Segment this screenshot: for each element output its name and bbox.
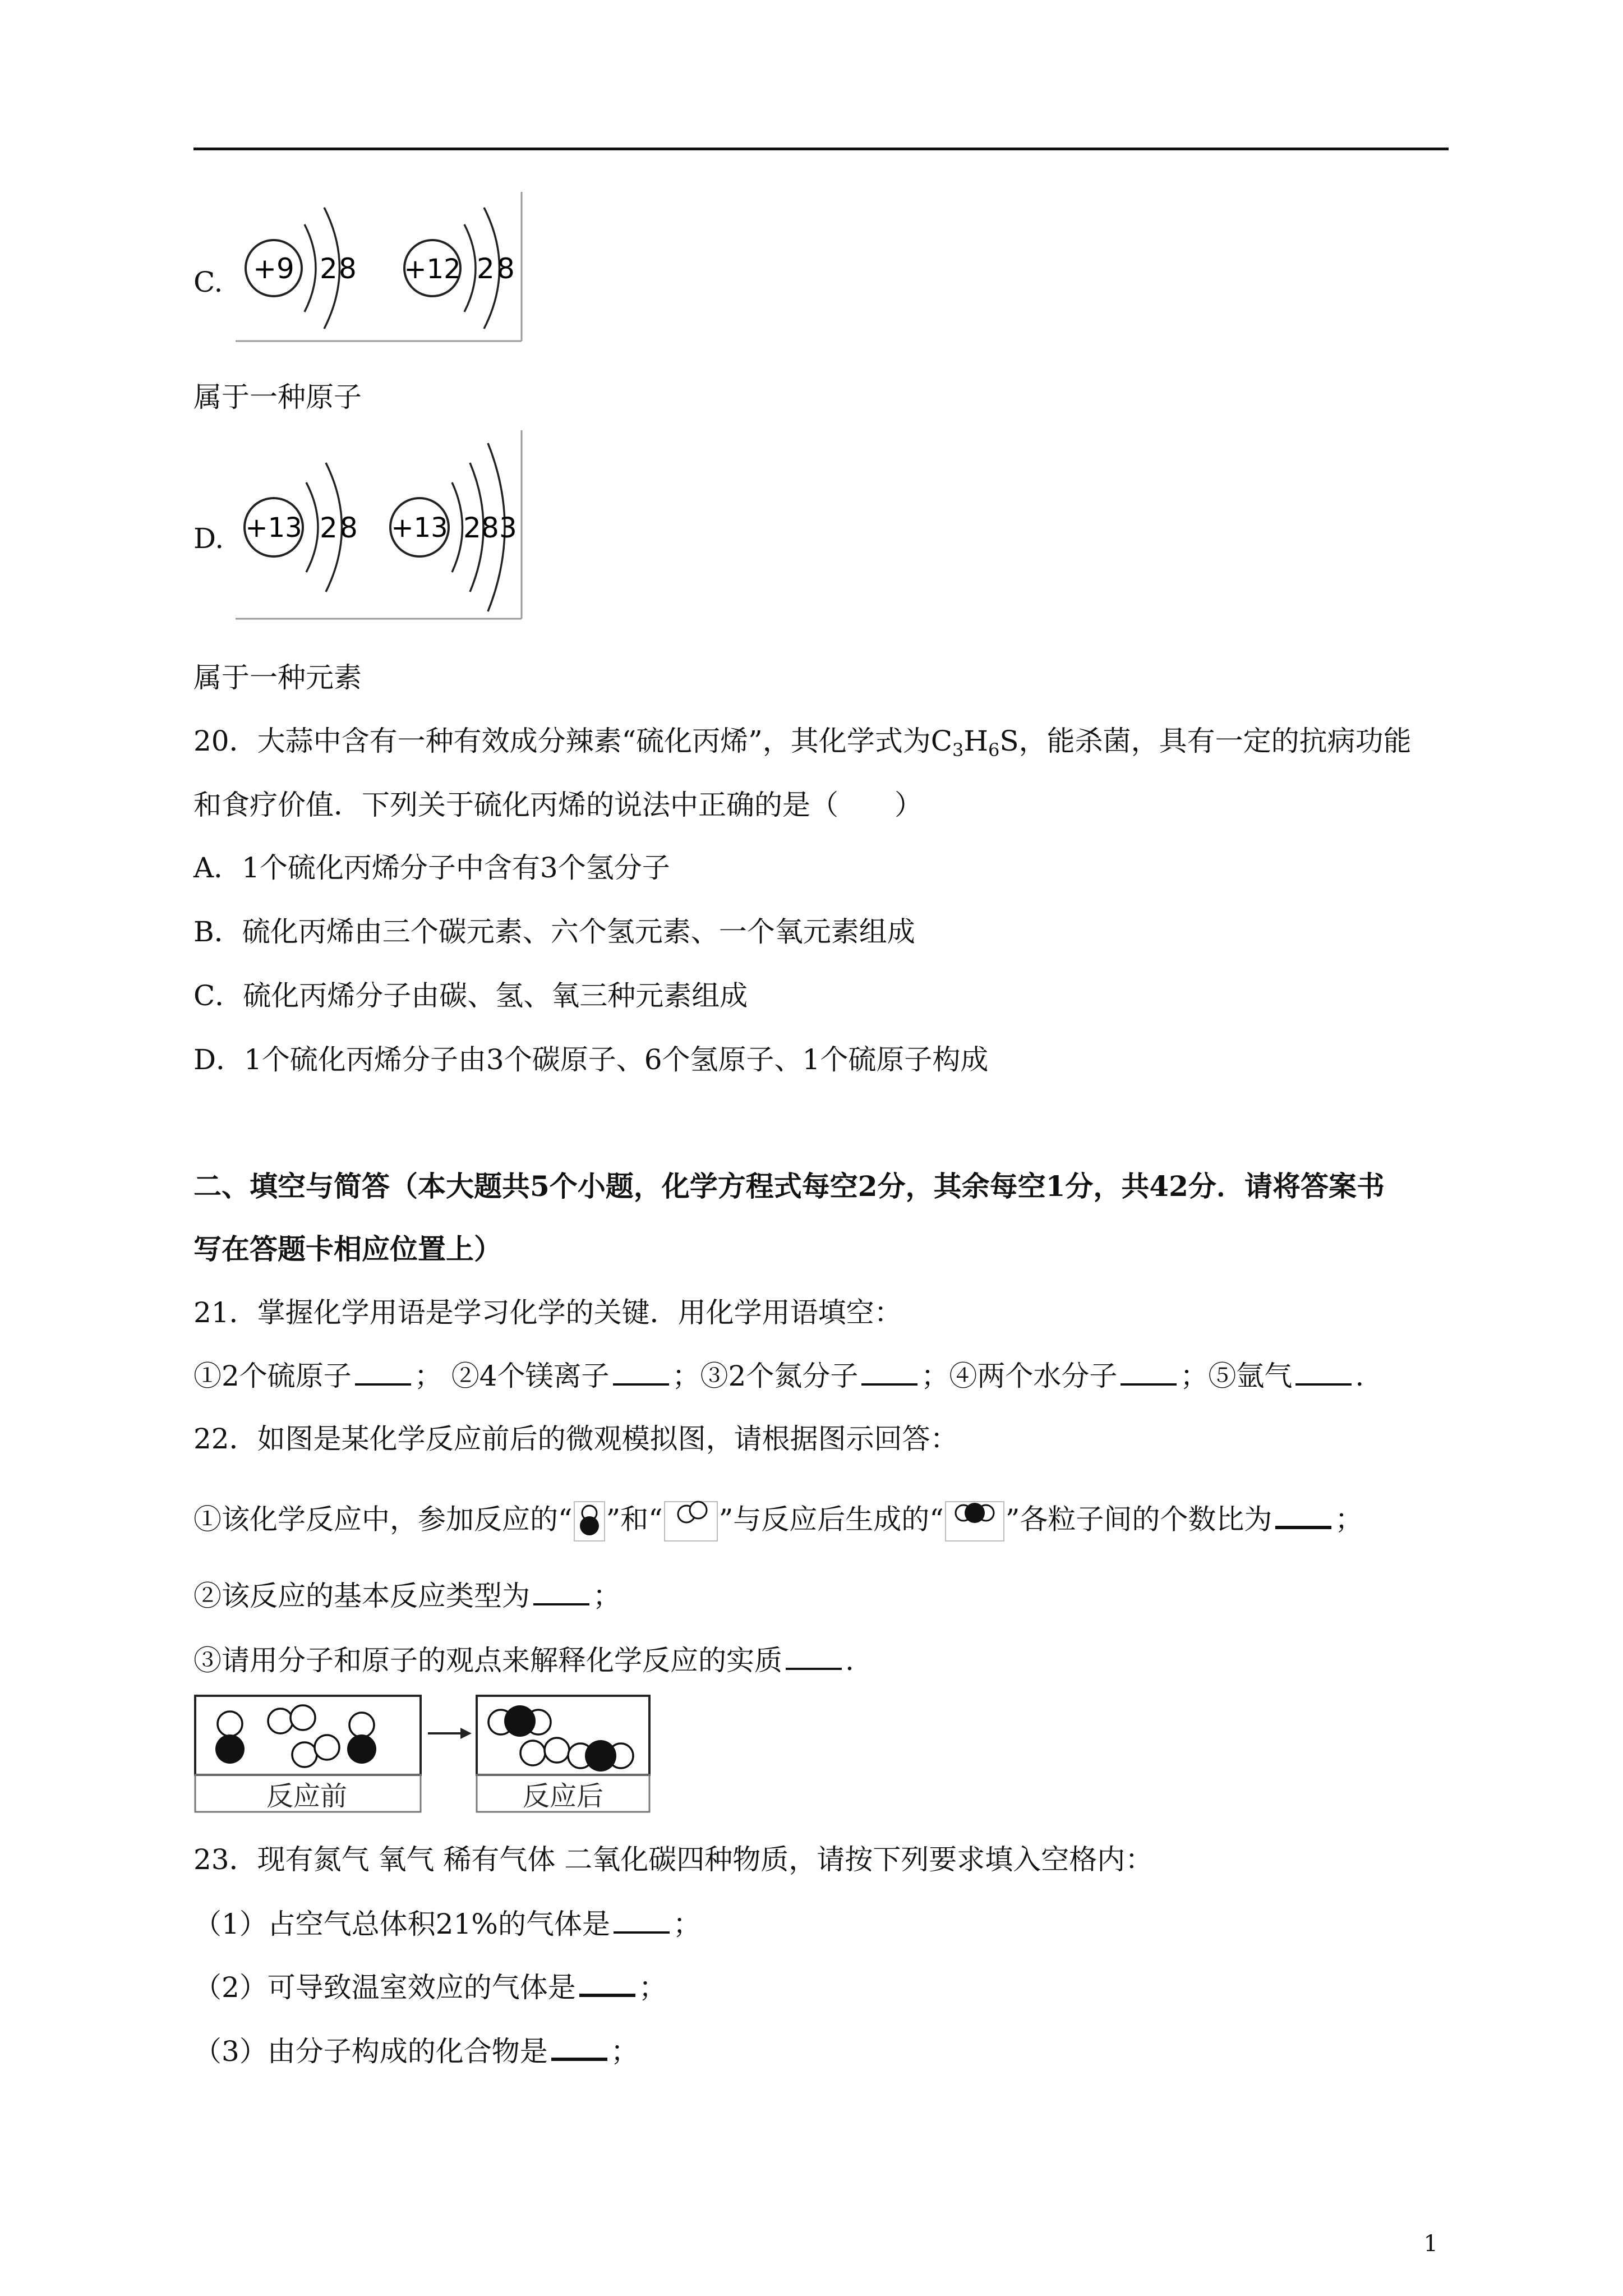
label-after: 反应后: [522, 1780, 604, 1812]
molecule-bb-icon: [663, 1501, 719, 1543]
molecule-bab-icon: [944, 1501, 1006, 1543]
svg-text:+13: +13: [245, 512, 302, 544]
q22-sub3: ③请用分子和原子的观点来解释化学反应的实质 .: [193, 1644, 854, 1677]
nucleus-1: +9: [253, 252, 294, 285]
nucleus-2: +12: [404, 254, 461, 285]
section2-heading-line2: 写在答题卡相应位置上）: [193, 1232, 502, 1266]
svg-text:2: 2: [477, 252, 495, 285]
svg-text:2: 2: [320, 512, 338, 544]
svg-text:8: 8: [339, 252, 357, 285]
q23-item-1: （1）占空气总体积21%的气体是 ；: [193, 1908, 701, 1940]
option-d-figure: [234, 429, 526, 622]
option-c-note: 属于一种原子: [193, 381, 362, 413]
q22-stem: 22．如图是某化学反应前后的微观模拟图，请根据图示回答：: [193, 1423, 958, 1455]
svg-text:2: 2: [463, 512, 481, 544]
q20-option-b: B．硫化丙烯由三个碳元素、六个氢元素、一个氧元素组成: [193, 915, 915, 948]
q22-sub1: ①该化学反应中，参加反应的“ ”和“ ”与反应后生成的“ ”各粒子间的个数比为 ；: [193, 1501, 1363, 1543]
q23-stem: 23．现有氮气 氧气 稀有气体 二氧化碳四种物质，请按下列要求填入空格内：: [193, 1843, 1154, 1876]
q20-stem-line1: 20．大蒜中含有一种有效成分辣素“硫化丙烯”，其化学式为$C_3H_6S$，能杀菌，具有一定的抗病功能: [193, 725, 1412, 761]
section2-heading-line1: 二、填空与简答（本大题共5个小题，化学方程式每空2分，其余每空1分，共42分．请将答案书: [193, 1170, 1385, 1203]
q20-option-c: C．硫化丙烯分子由碳、氢、氧三种元素组成: [193, 979, 748, 1012]
svg-text:+13: +13: [391, 512, 448, 544]
option-c-letter: C.: [193, 266, 223, 298]
svg-text:2: 2: [320, 252, 338, 285]
q21-blanks: ①2个硫原子 ； ②4个镁离子 ；③2个氮分子 ；④两个水分子 ；⑤氩气 .: [193, 1360, 1364, 1392]
q23-item-3: （3）由分子构成的化合物是 ；: [193, 2035, 639, 2068]
option-c-figure: [234, 191, 526, 344]
q20-option-a: A．1个硫化丙烯分子中含有3个氢分子: [193, 852, 670, 884]
option-d-note: 属于一种元素: [193, 661, 362, 694]
q20-stem-line2: 和食疗价值．下列关于硫化丙烯的说法中正确的是（ ）: [193, 789, 923, 821]
svg-text:3: 3: [499, 512, 517, 544]
page-number: 1: [1423, 2231, 1438, 2257]
option-d-letter: D.: [193, 522, 224, 555]
svg-text:8: 8: [340, 512, 358, 544]
q20-option-d: D．1个硫化丙烯分子由3个碳原子、6个氢原子、1个硫原子构成: [193, 1043, 989, 1076]
svg-text:8: 8: [481, 512, 499, 544]
label-before: 反应前: [266, 1780, 348, 1812]
molecule-ab-icon: [573, 1501, 606, 1543]
svg-text:8: 8: [497, 252, 515, 285]
arrow-icon: [460, 1728, 472, 1739]
reaction-diagram: [193, 1694, 653, 1817]
q23-item-2: （2）可导致温室效应的气体是 ；: [193, 1971, 667, 2004]
header-rule: [193, 148, 1449, 150]
q22-sub2: ②该反应的基本反应类型为 ；: [193, 1580, 621, 1612]
q21-stem: 21．掌握化学用语是学习化学的关键．用化学用语填空：: [193, 1296, 902, 1329]
